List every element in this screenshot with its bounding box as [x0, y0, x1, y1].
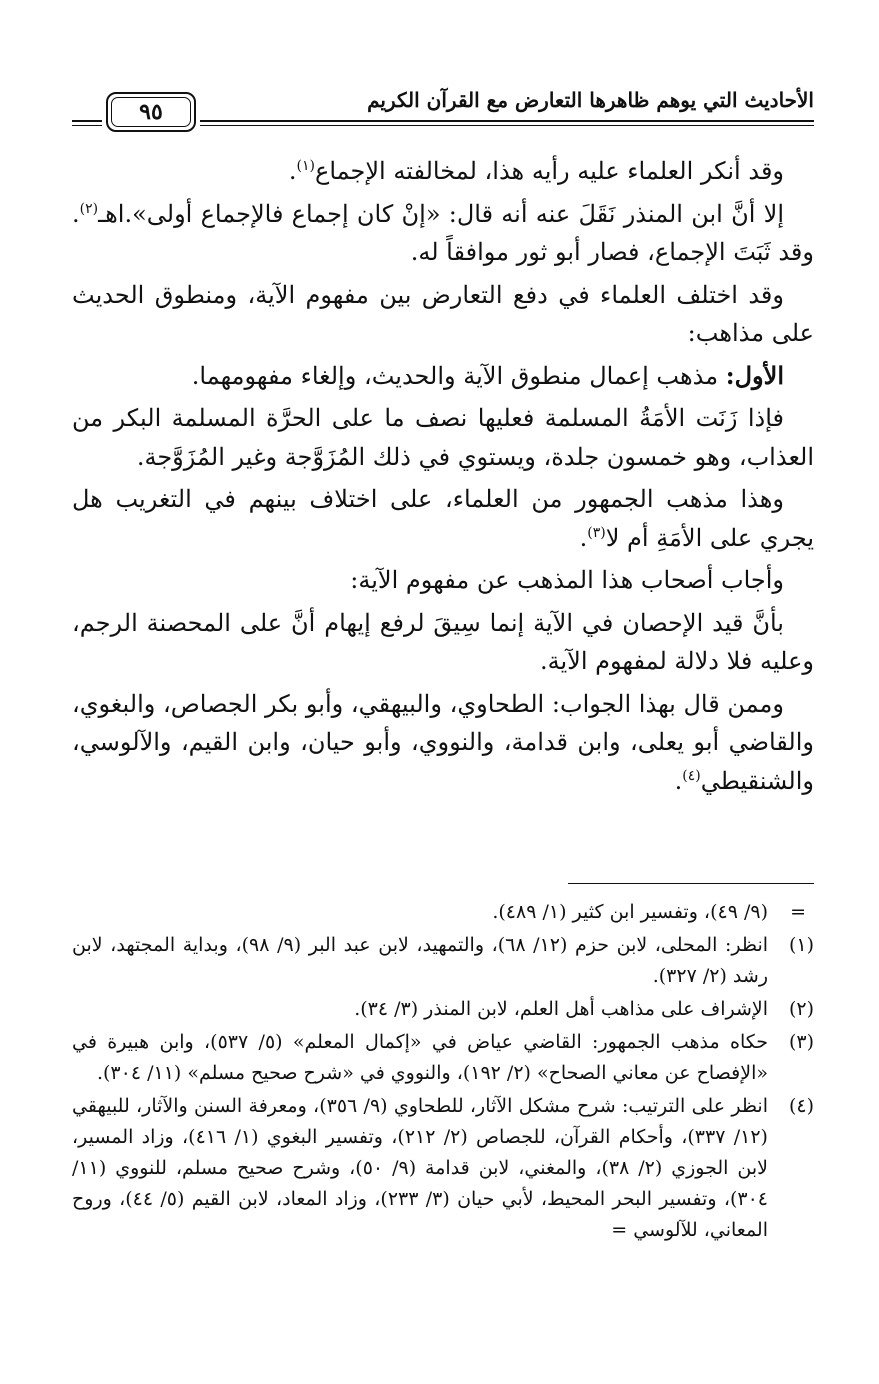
paragraph-text: إلا أنَّ ابن المنذر نَقَلَ عنه أنه قال: «إنْ كان إجماع فالإجماع أولى».اهـ: [98, 199, 784, 228]
page-header: [72, 86, 814, 136]
paragraph-text: وقد أنكر العلماء عليه رأيه هذا، لمخالفته الإجماع: [315, 157, 784, 185]
paragraph: [72, 685, 814, 801]
continuation-mark: =: [790, 901, 806, 923]
paragraph-text: وممن قال بهذا الجواب: الطحاوي، والبيهقي، وأبو بكر الجصاص، والبغوي، والقاضي أبو يعلى، وابن قدامة، والنووي، وأبو حيان، وابن القيم، والآلوسي، والشنقيطي: [72, 689, 814, 795]
footnote-ref: (١): [296, 158, 316, 174]
footnote-text: انظر على الترتيب: شرح مشكل الآثار، للطحاوي (٩/ ٣٥٦)، ومعرفة السنن والآثار، للبيهقي (١٢/ ٣٣٧)، وأحكام القرآن، للجصاص (٢/ ٢١٢)، وتفسير البغوي (١/ ٤١٦)، وزاد المسير، لابن الجوزي (٢/ ٣٨)، والمغني، لابن قدامة (٩/ ٥٠)، وشرح صحيح مسلم، للنووي (١١/ ٣٠٤)، وتفسير البحر المحيط، لأبي حيان (٣/ ٢٣٣)، وزاد المعاد، لابن القيم (٥/ ٤٤)، وروح المعاني، للآلوسي: [72, 1095, 768, 1241]
footnote-ref: (٤): [682, 767, 701, 784]
main-text: [72, 152, 814, 804]
footnote: [72, 930, 814, 992]
footnote: [72, 1027, 814, 1089]
page-number: ٩٥: [139, 99, 163, 125]
punctuation: .: [674, 766, 683, 795]
paragraph: بأنَّ قيد الإحصان في الآية إنما سِيقَ لرفع إيهام أنَّ على المحصنة الرجم، وعليه فلا دلالة لمفهوم الآية.: [72, 608, 814, 675]
header-rule: [200, 125, 814, 126]
running-title: الأحاديث التي يوهم ظاهرها التعارض مع القرآن الكريم: [367, 88, 814, 112]
continuation-mark: =: [611, 1219, 628, 1241]
paragraph: وأجاب أصحاب هذا المذهب عن مفهوم الآية:: [350, 566, 784, 594]
footnote-separator: [568, 883, 814, 884]
footnote: [72, 1091, 814, 1246]
footnote-text: الإشراف على مذاهب أهل العلم، لابن المنذر (٣/ ٣٤).: [354, 998, 768, 1020]
footnote-continuation: [72, 897, 814, 928]
footnote-text: انظر: المحلى، لابن حزم (١٢/ ٦٨)، والتمهيد، لابن عبد البر (٩/ ٩٨)، وبداية المجتهد، لابن رشد (٢/ ٣٢٧).: [72, 934, 769, 987]
footnotes: [72, 897, 814, 1248]
paragraph-text: مذهب إعمال منطوق الآية والحديث، وإلغاء مفهومهما.: [191, 361, 726, 390]
paragraph: [72, 195, 814, 272]
footnote-ref: (٢): [79, 200, 99, 217]
page-number-frame: [106, 92, 196, 132]
footnote-text: (٩/ ٤٩)، وتفسير ابن كثير (١/ ٤٨٩).: [492, 901, 768, 923]
paragraph: [72, 480, 814, 557]
paragraph-text: وهذا مذهب الجمهور من العلماء، على اختلاف بينهم في التغريب هل يجري على الأمَةِ أم لا: [72, 485, 814, 552]
header-rule: [72, 125, 102, 126]
section-label: الأول:: [725, 360, 784, 390]
header-rule: [72, 120, 102, 122]
footnote-number: (٤): [788, 1095, 814, 1117]
paragraph: [72, 357, 814, 396]
footnote-number: (٣): [788, 1031, 814, 1053]
punctuation: .: [288, 157, 297, 185]
paragraph: وقد اختلف العلماء في دفع التعارض بين مفهوم الآية، ومنطوق الحديث على مذاهب:: [72, 280, 814, 347]
paragraph: فإذا زَنَت الأمَةُ المسلمة فعليها نصف ما على الحرَّة المسلمة البكر من العذاب، وهو خمسون جلدة، ويستوي في ذلك المُزَوَّجة وغير المُزَوَّجة.: [72, 404, 814, 471]
paragraph: [72, 152, 814, 191]
footnote-number: (٢): [788, 998, 814, 1020]
footnote-text: حكاه مذهب الجمهور: القاضي عياض في «إكمال المعلم» (٥/ ٥٣٧)، وابن هبيرة في «الإفصاح عن معاني الصحاح» (٢/ ١٩٢)، والنووي في «شرح صحيح مسلم» (١١/ ٣٠٤).: [72, 1031, 768, 1084]
footnote-ref: (٣): [587, 524, 606, 541]
punctuation: .: [579, 523, 588, 552]
footnote: [72, 994, 814, 1025]
header-rule: [200, 120, 814, 122]
paragraph-text: . وقد ثَبَتَ الإجماع، فصار أبو ثور موافقاً له.: [72, 199, 814, 266]
footnote-number: (١): [788, 934, 814, 956]
